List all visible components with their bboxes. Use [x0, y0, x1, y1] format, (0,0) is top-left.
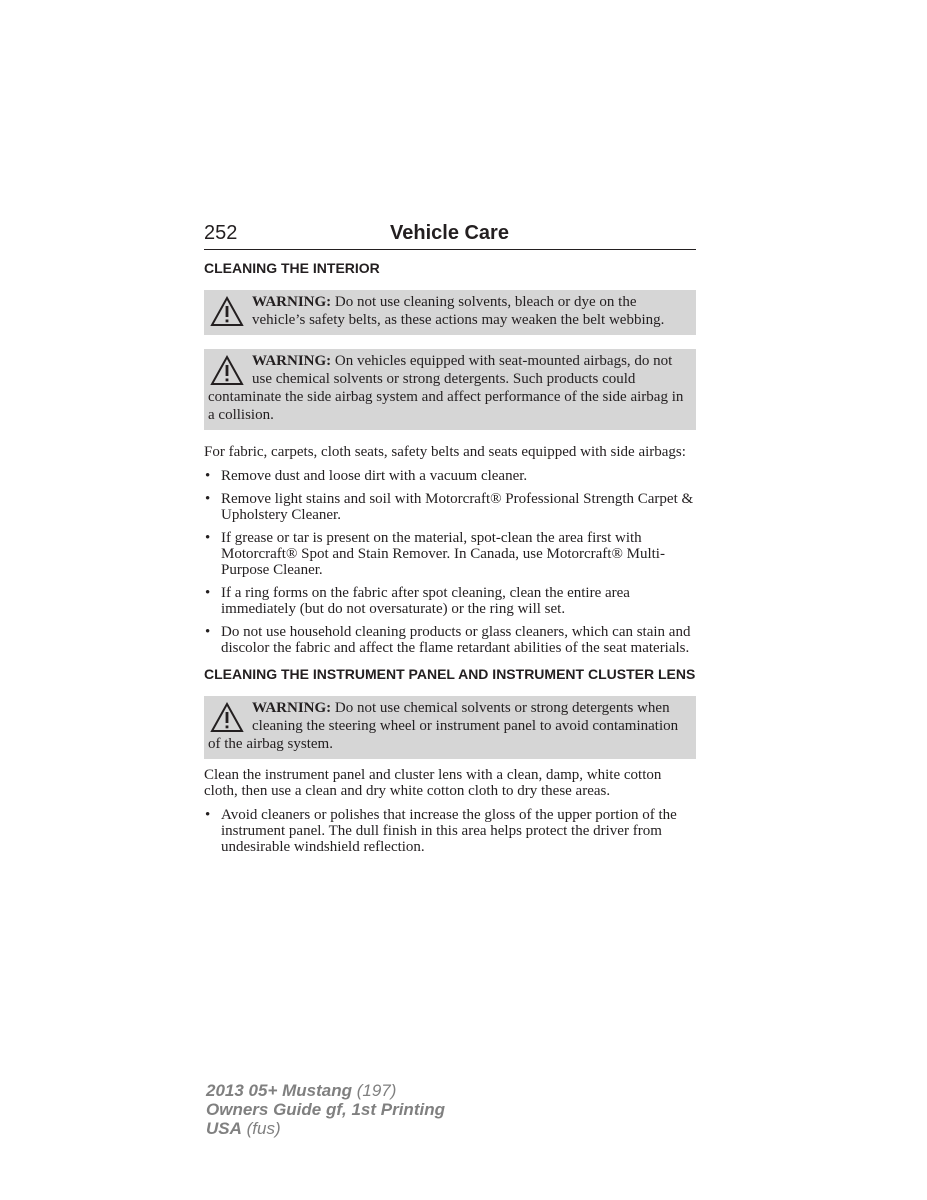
list-item: • Remove dust and loose dirt with a vacuum cleaner.	[204, 468, 696, 484]
warning-box	[204, 696, 696, 759]
footer-model: 2013 05+ Mustang	[206, 1081, 352, 1100]
list-item: • If a ring forms on the fabric after spot cleaning, clean the entire area immediately (but do not oversaturate) or the ring will set.	[204, 585, 696, 617]
warning-box	[204, 290, 696, 335]
chapter-title: Vehicle Care	[390, 222, 509, 244]
warning-triangle-icon	[210, 354, 244, 388]
warning-label: WARNING:	[252, 353, 332, 369]
warning-text: Do not use cleaning solvents, bleach or dye on the vehicle’s safety belts, as these actions may weaken the belt webbing.	[252, 294, 665, 328]
page-header	[204, 222, 696, 250]
footer-edition: Owners Guide gf, 1st Printing	[206, 1100, 445, 1119]
section-title-interior: CLEANING THE INTERIOR	[204, 260, 380, 276]
bullet-list	[204, 468, 696, 656]
warning-label: WARNING:	[252, 700, 332, 716]
section-title-instrument-panel: CLEANING THE INSTRUMENT PANEL AND INSTRUMENT CLUSTER LENS	[204, 666, 696, 682]
intro-paragraph: For fabric, carpets, cloth seats, safety belts and seats equipped with side airbags:	[204, 444, 686, 460]
warning-text: On vehicles equipped with seat-mounted airbags, do not use chemical solvents or strong detergents. Such products could contaminate the side airbag system and affect performance of the side airbag in a collision.	[208, 353, 684, 423]
warning-triangle-icon	[210, 701, 244, 735]
page-number: 252	[204, 222, 238, 244]
footer-market: USA	[206, 1119, 242, 1138]
warning-triangle-icon	[210, 295, 244, 329]
list-item: • Remove light stains and soil with Motorcraft® Professional Strength Carpet & Upholstery Cleaner.	[204, 491, 696, 523]
print-footer	[206, 1081, 445, 1138]
footer-market-code: (fus)	[241, 1119, 281, 1138]
footer-model-code: (197)	[352, 1081, 397, 1100]
list-item: • If grease or tar is present on the material, spot-clean the area first with Motorcraft® Spot and Stain Remover. In Canada, use Motorcraft® Multi-Purpose Cleaner.	[204, 530, 696, 578]
manual-page	[204, 222, 696, 862]
warning-box	[204, 349, 696, 430]
instrument-panel-paragraph: Clean the instrument panel and cluster lens with a clean, damp, white cotton cloth, then use a clean and dry white cotton cloth to dry these areas.	[204, 767, 662, 799]
warning-text: Do not use chemical solvents or strong detergents when cleaning the steering wheel or instrument panel to avoid contamination of the airbag system.	[208, 700, 679, 752]
warning-label: WARNING:	[252, 294, 332, 310]
list-item: • Do not use household cleaning products or glass cleaners, which can stain and discolor the fabric and affect the flame retardant abilities of the seat materials.	[204, 624, 696, 656]
list-item: • Avoid cleaners or polishes that increase the gloss of the upper portion of the instrument panel. The dull finish in this area helps protect the driver from undesirable windshield reflection.	[204, 807, 696, 855]
bullet-list	[204, 807, 696, 855]
